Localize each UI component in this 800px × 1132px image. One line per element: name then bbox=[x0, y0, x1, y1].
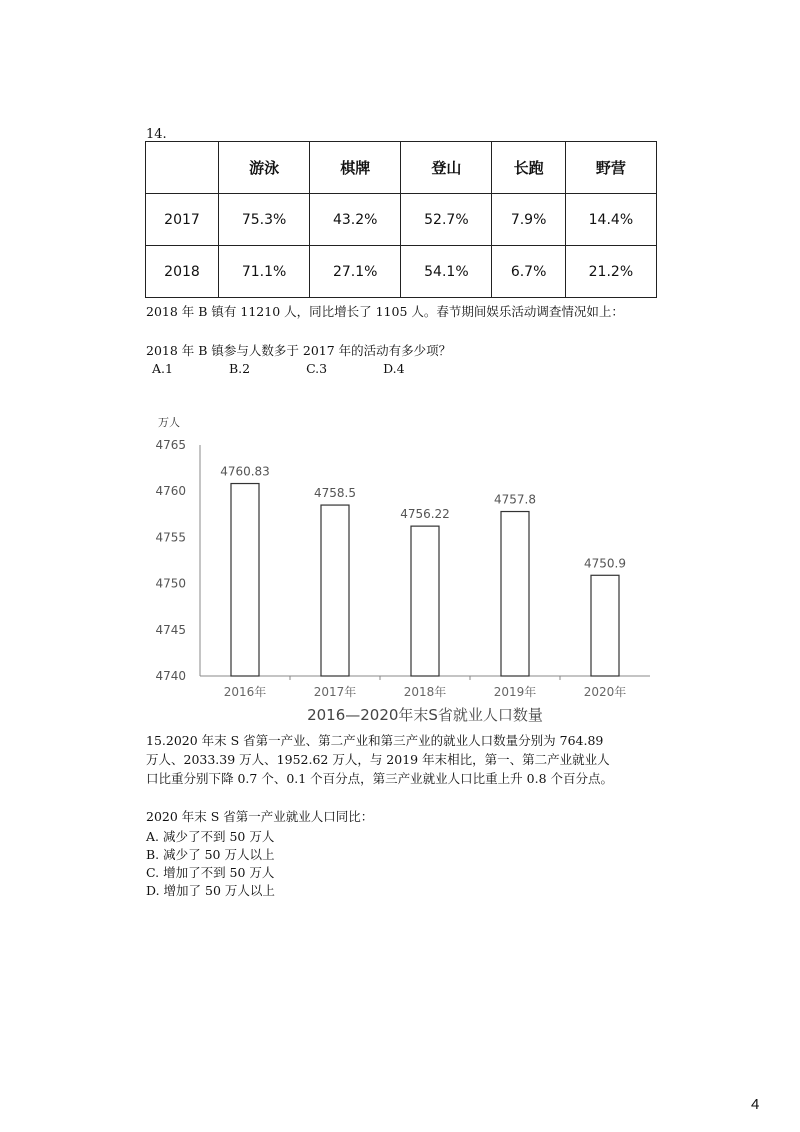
table-cell: 7.9% bbox=[492, 194, 565, 246]
bar-value-label: 4756.22 bbox=[400, 507, 450, 522]
table-cell: 54.1% bbox=[401, 246, 492, 298]
table-cell: 2017 bbox=[146, 194, 219, 246]
table-cell: 27.1% bbox=[310, 246, 401, 298]
question-14-prompt: 2018 年 B 镇参与人数多于 2017 年的活动有多少项？ bbox=[146, 343, 452, 358]
question-15-prompt: 2020 年末 S 省第一产业就业人口同比： bbox=[146, 809, 374, 824]
table-cell: 52.7% bbox=[401, 194, 492, 246]
option-a: A.1 bbox=[152, 361, 173, 376]
y-tick-label: 4745 bbox=[155, 622, 186, 637]
y-tick-label: 4765 bbox=[155, 438, 186, 452]
table-header-cell bbox=[146, 142, 219, 194]
activity-survey-table bbox=[145, 141, 657, 298]
bar bbox=[501, 512, 529, 676]
bar bbox=[411, 526, 439, 676]
question-14-options bbox=[152, 361, 457, 376]
bar-value-label: 4757.8 bbox=[494, 492, 536, 507]
bar bbox=[231, 484, 259, 676]
table-cell: 2018 bbox=[146, 246, 219, 298]
x-tick-label: 2017年 bbox=[313, 685, 357, 699]
page-number: 4 bbox=[751, 1096, 760, 1113]
y-tick-label: 4750 bbox=[155, 576, 186, 591]
option-d: D.4 bbox=[383, 361, 405, 376]
table-cell: 71.1% bbox=[219, 246, 310, 298]
table-header-row bbox=[146, 142, 657, 194]
y-axis-unit-label: 万人 bbox=[158, 416, 180, 429]
employment-bar-chart bbox=[140, 410, 660, 730]
x-tick-label: 2018年 bbox=[403, 685, 447, 699]
table-cell: 43.2% bbox=[310, 194, 401, 246]
y-tick-label: 4755 bbox=[155, 530, 186, 545]
question-15-line-1: 15.2020 年末 S 省第一产业、第二产业和第三产业的就业人口数量分别为 764.89 bbox=[146, 733, 604, 748]
x-tick-label: 2016年 bbox=[223, 685, 267, 699]
y-tick-label: 4740 bbox=[155, 669, 186, 683]
table-header-cell: 游泳 bbox=[219, 142, 310, 194]
table-header-cell: 长跑 bbox=[492, 142, 565, 194]
question-15-line-3: 口比重分别下降 0.7 个、0.1 个百分点，第三产业就业人口比重上升 0.8 个百分点。 bbox=[146, 771, 614, 786]
table-header-cell: 登山 bbox=[401, 142, 492, 194]
table-header-cell: 野营 bbox=[565, 142, 656, 194]
table-row bbox=[146, 246, 657, 298]
bar bbox=[591, 575, 619, 676]
table-header-cell: 棋牌 bbox=[310, 142, 401, 194]
question-15-line-2: 万人、2033.39 万人、1952.62 万人，与 2019 年末相比，第一、第二产业就业人 bbox=[146, 752, 610, 767]
option-b: B.2 bbox=[228, 361, 251, 376]
table-cell: 75.3% bbox=[219, 194, 310, 246]
x-tick-label: 2019年 bbox=[493, 685, 537, 699]
table-cell: 6.7% bbox=[492, 246, 565, 298]
table-cell: 14.4% bbox=[565, 194, 656, 246]
x-tick-label: 2020年 bbox=[583, 685, 627, 699]
option-a: A. 减少了不到 50 万人 bbox=[146, 829, 275, 844]
bar-value-label: 4758.5 bbox=[314, 486, 356, 501]
table-cell: 21.2% bbox=[565, 246, 656, 298]
bar-value-label: 4750.9 bbox=[584, 556, 626, 571]
option-c: C.3 bbox=[306, 361, 328, 376]
option-d: D. 增加了 50 万人以上 bbox=[146, 883, 275, 898]
question-15-options bbox=[146, 828, 275, 900]
table-row bbox=[146, 194, 657, 246]
y-tick-label: 4760 bbox=[155, 484, 186, 499]
question-14-number: 14. bbox=[146, 127, 167, 142]
bar bbox=[321, 505, 349, 676]
bar-value-label: 4760.83 bbox=[220, 464, 270, 479]
option-c: C. 增加了不到 50 万人 bbox=[146, 865, 275, 880]
question-14-stem: 2018 年 B 镇有 11210 人，同比增长了 1105 人。春节期间娱乐活动调查情况如上： bbox=[146, 304, 624, 319]
chart-title: 2016—2020年末S省就业人口数量 bbox=[307, 706, 543, 724]
option-b: B. 减少了 50 万人以上 bbox=[146, 847, 275, 862]
